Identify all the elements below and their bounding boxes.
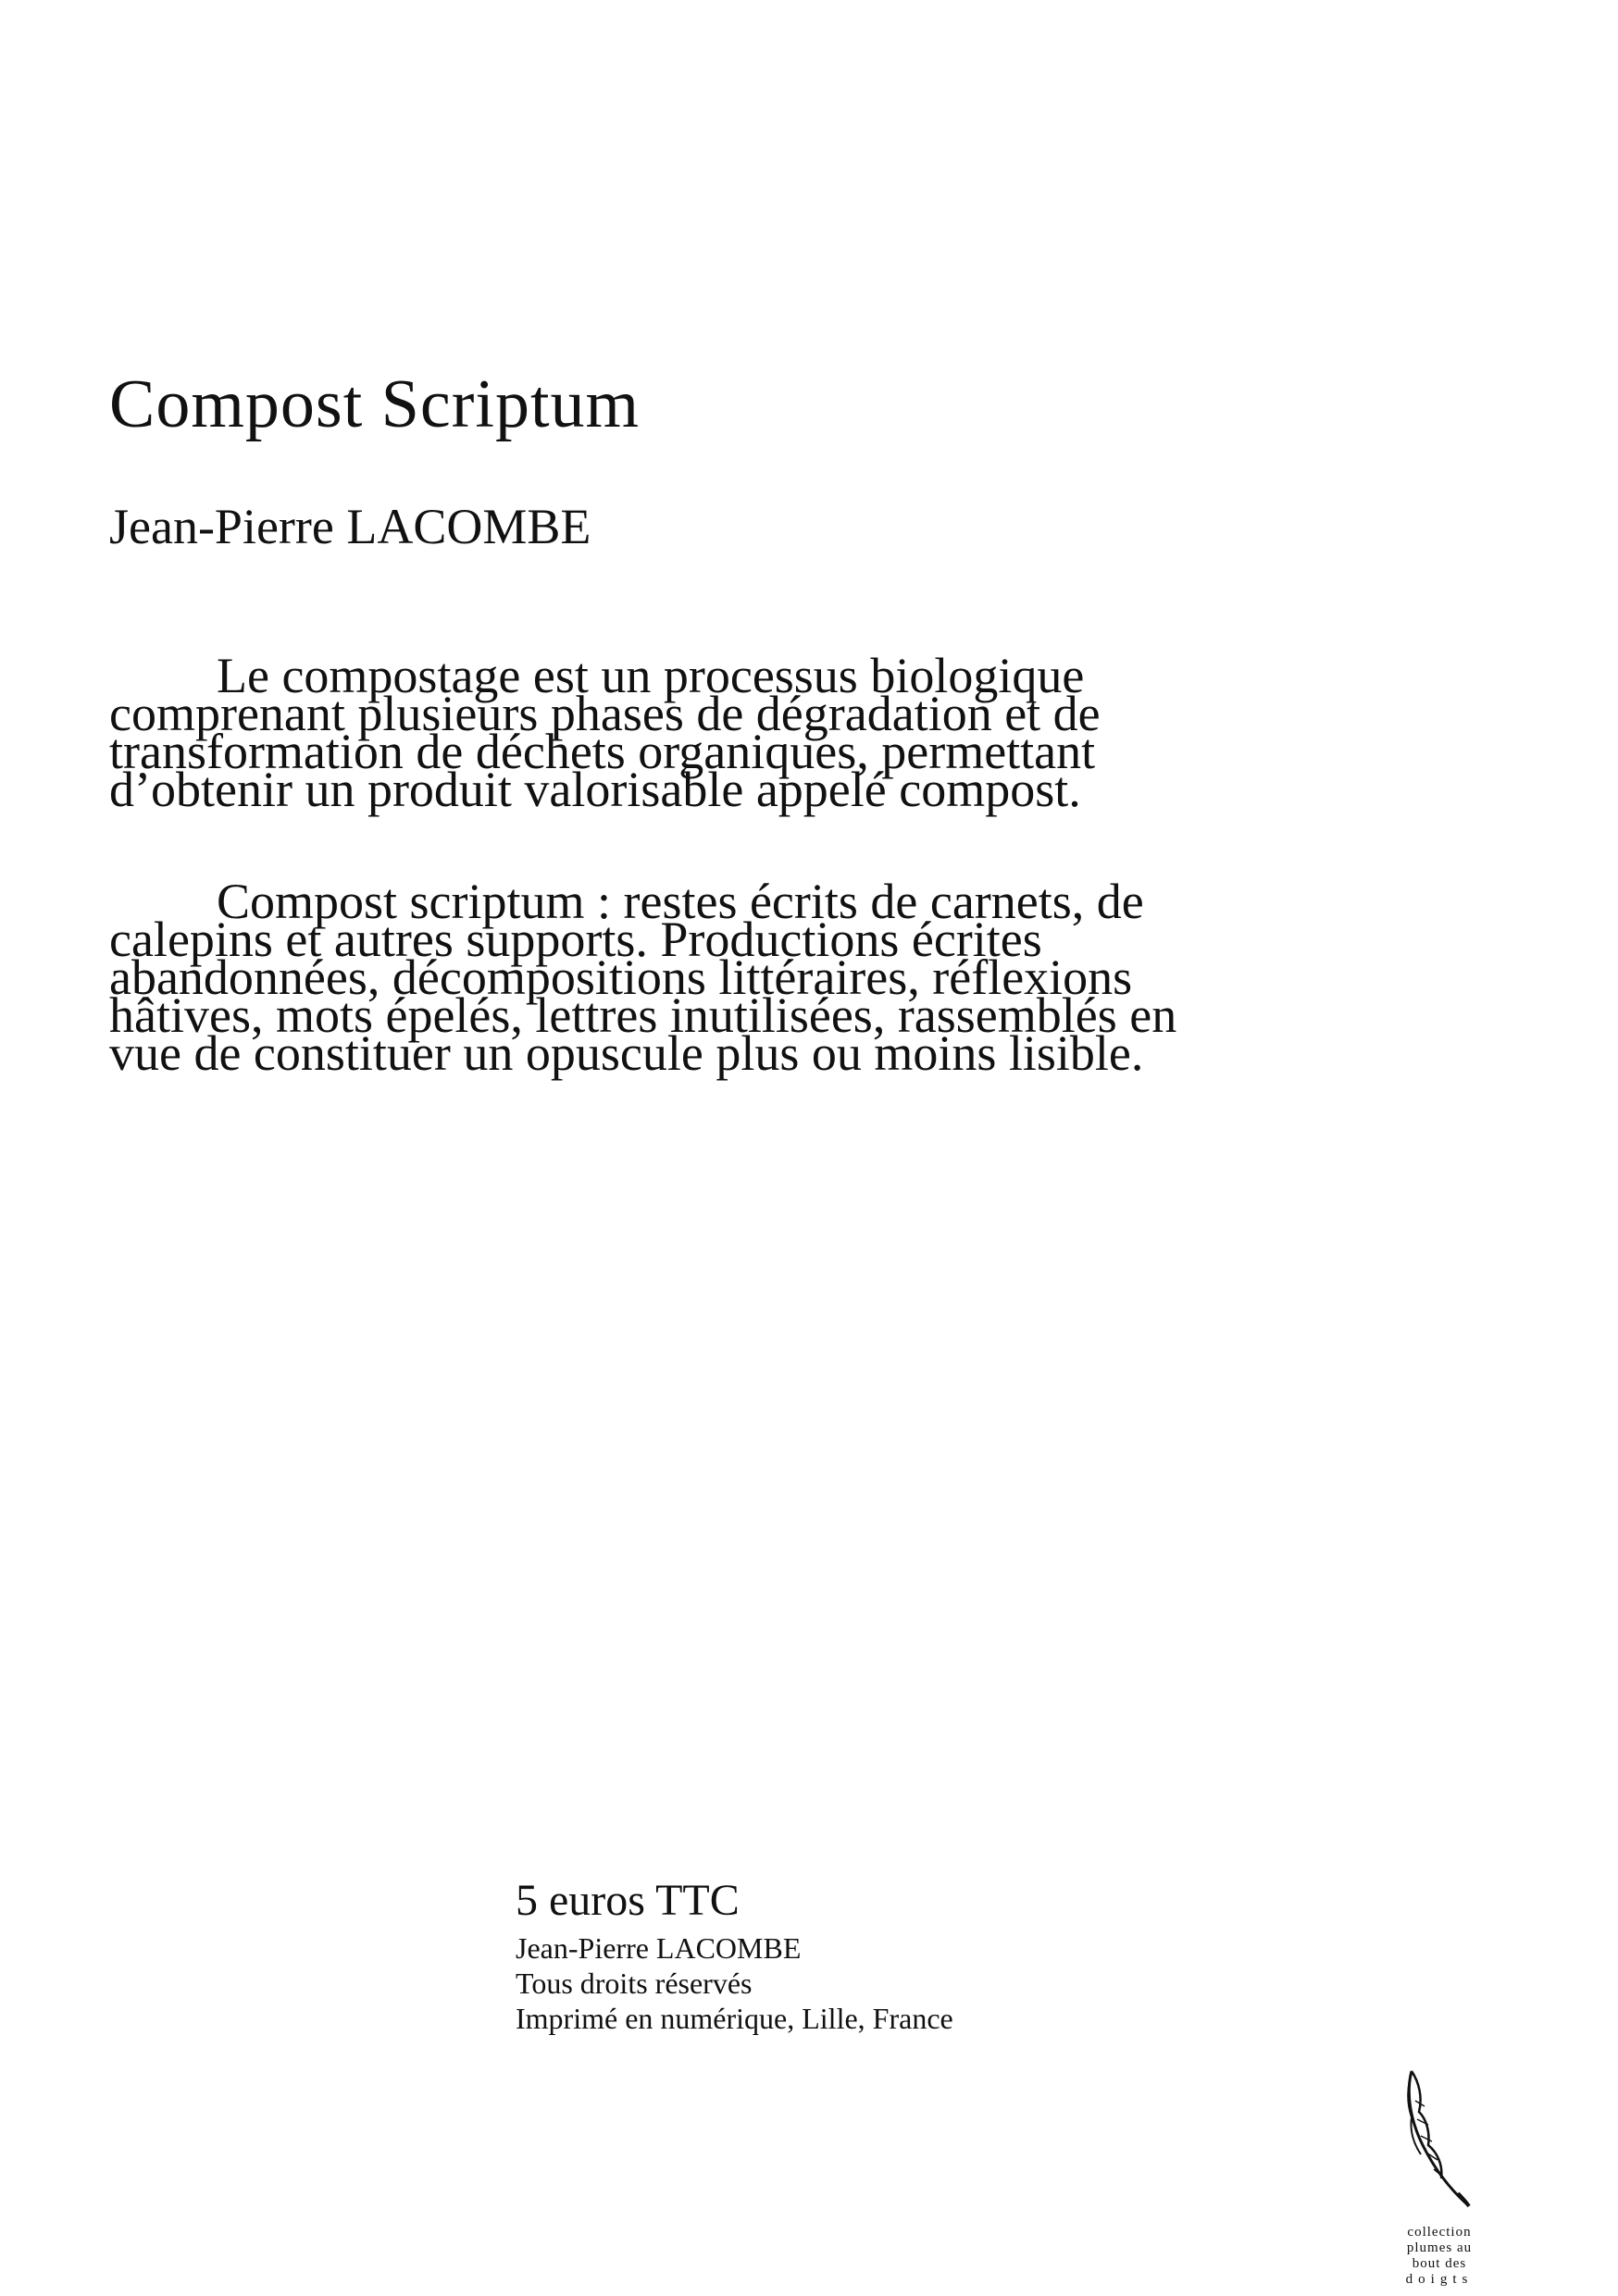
rights-notice: Tous droits réservés	[516, 1967, 753, 2000]
logo-line-2: plumes au	[1406, 2240, 1473, 2255]
imprint-block	[516, 1876, 953, 2036]
logo-line-4: doigts	[1405, 2272, 1474, 2287]
back-cover-blurb	[109, 648, 1238, 1147]
logo-line-3: bout des	[1412, 2256, 1467, 2271]
printing-notice: Imprimé en numérique, Lille, France	[516, 2002, 953, 2035]
imprint-author: Jean-Pierre LACOMBE	[516, 1931, 802, 1965]
book-title: Compost Scriptum	[109, 366, 641, 442]
logo-line-1: collection	[1407, 2225, 1472, 2240]
book-author: Jean-Pierre LACOMBE	[109, 499, 591, 554]
blurb-paragraph-1: Le compostage est un processus biologique comprenant plusieurs phases de dégradation et de transformation de déchets organiques, permettant d’obtenir un produit valorisable appelé compost.	[109, 648, 1101, 817]
price-label: 5 euros TTC	[516, 1876, 740, 1925]
feather-quill-icon	[1402, 2064, 1476, 2212]
publisher-logo	[1393, 2064, 1486, 2288]
blurb-paragraph-2: Compost scriptum : restes écrits de carnets, de calepins et autres supports. Productions écrites abandonnées, décompositions littéraires, réflexions hâtives, mots épelés, lettres inutilisées, rassemblés en vue de constituer un opuscule plus ou moins lisible.	[109, 874, 1177, 1081]
